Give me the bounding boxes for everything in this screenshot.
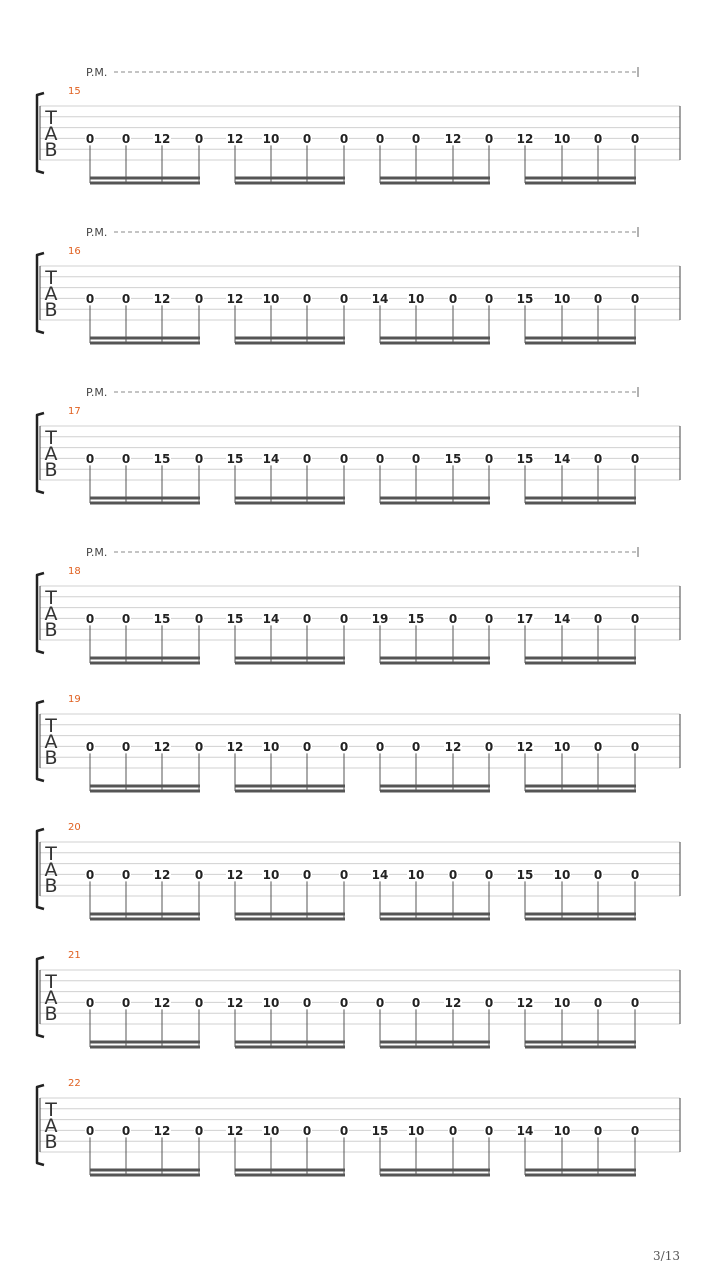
tab-clef-letter-t: T	[45, 715, 57, 737]
tab-clef-letter-a: A	[44, 1115, 58, 1137]
beam-primary	[380, 657, 490, 660]
fret-number: 0	[484, 867, 494, 882]
tab-clef-letter-b: B	[44, 299, 58, 321]
fret-number: 10	[262, 1123, 280, 1138]
fret-number: 10	[553, 291, 571, 306]
beam-secondary	[380, 790, 490, 793]
beam-secondary	[380, 662, 490, 665]
fret-number: 0	[630, 451, 640, 466]
fret-number: 0	[85, 131, 95, 146]
beam-primary	[380, 913, 490, 916]
beam-primary	[525, 1169, 636, 1172]
tab-clef-letter-a: A	[44, 443, 58, 465]
fret-number: 0	[85, 739, 95, 754]
fret-number: 12	[516, 131, 534, 146]
fret-number: 0	[339, 739, 349, 754]
fret-number: 12	[153, 867, 171, 882]
beam-primary	[90, 497, 200, 500]
fret-number: 0	[302, 1123, 312, 1138]
fret-number: 15	[407, 611, 425, 626]
fret-number: 0	[302, 995, 312, 1010]
fret-number: 0	[484, 131, 494, 146]
beam-secondary	[380, 502, 490, 505]
fret-number: 0	[194, 867, 204, 882]
palm-mute-label: P.M.	[86, 226, 108, 239]
tab-system-16	[37, 226, 680, 345]
fret-number: 0	[411, 451, 421, 466]
fret-number: 0	[85, 291, 95, 306]
beam-secondary	[235, 502, 345, 505]
fret-number: 0	[302, 611, 312, 626]
tab-clef-letter-b: B	[44, 747, 58, 769]
fret-number: 14	[553, 451, 571, 466]
tab-clef-letter-b: B	[44, 139, 58, 161]
fret-number: 0	[194, 1123, 204, 1138]
beam-secondary	[525, 342, 636, 345]
fret-number: 0	[194, 291, 204, 306]
fret-number: 0	[630, 1123, 640, 1138]
beam-secondary	[380, 342, 490, 345]
beam-primary	[235, 785, 345, 788]
fret-number: 0	[448, 291, 458, 306]
beam-secondary	[235, 790, 345, 793]
tab-system-19	[37, 694, 680, 793]
fret-number: 0	[484, 739, 494, 754]
fret-number: 10	[553, 131, 571, 146]
fret-number: 14	[262, 451, 280, 466]
fret-number: 15	[444, 451, 462, 466]
beam-primary	[235, 913, 345, 916]
fret-number: 19	[371, 611, 389, 626]
fret-number: 0	[339, 995, 349, 1010]
fret-number: 14	[371, 867, 389, 882]
fret-number: 17	[516, 611, 534, 626]
beam-secondary	[90, 1174, 200, 1177]
beam-secondary	[525, 182, 636, 185]
fret-number: 0	[339, 451, 349, 466]
measure-number: 21	[68, 950, 81, 961]
fret-number: 0	[121, 451, 131, 466]
fret-number: 0	[448, 867, 458, 882]
tab-clef-letter-a: A	[44, 603, 58, 625]
beam-primary	[380, 177, 490, 180]
tab-clef-letter-b: B	[44, 875, 58, 897]
beam-primary	[525, 1041, 636, 1044]
fret-number: 0	[302, 739, 312, 754]
fret-number: 0	[194, 995, 204, 1010]
fret-number: 0	[121, 131, 131, 146]
fret-number: 15	[516, 867, 534, 882]
fret-number: 0	[593, 611, 603, 626]
beam-secondary	[235, 1174, 345, 1177]
fret-number: 0	[121, 995, 131, 1010]
fret-number: 14	[516, 1123, 534, 1138]
fret-number: 10	[262, 995, 280, 1010]
beam-primary	[90, 657, 200, 660]
tab-system-20	[37, 822, 680, 921]
fret-number: 14	[553, 611, 571, 626]
fret-number: 12	[226, 867, 244, 882]
fret-number: 15	[153, 611, 171, 626]
fret-number: 0	[484, 995, 494, 1010]
beam-secondary	[90, 342, 200, 345]
tab-system-21	[37, 950, 680, 1049]
tab-clef-letter-t: T	[45, 587, 57, 609]
beam-primary	[235, 177, 345, 180]
fret-number: 0	[630, 131, 640, 146]
fret-number: 14	[262, 611, 280, 626]
beam-secondary	[525, 502, 636, 505]
fret-number: 0	[339, 131, 349, 146]
tab-clef-letter-b: B	[44, 619, 58, 641]
fret-number: 0	[593, 867, 603, 882]
fret-number: 0	[194, 451, 204, 466]
fret-number: 0	[375, 995, 385, 1010]
fret-number: 0	[121, 739, 131, 754]
measure-number: 16	[68, 246, 81, 257]
fret-number: 0	[121, 291, 131, 306]
fret-number: 0	[593, 451, 603, 466]
beam-secondary	[90, 662, 200, 665]
fret-number: 0	[448, 1123, 458, 1138]
fret-number: 0	[411, 995, 421, 1010]
tab-clef-letter-b: B	[44, 1131, 58, 1153]
beam-primary	[525, 657, 636, 660]
tab-clef-letter-t: T	[45, 843, 57, 865]
fret-number: 0	[630, 611, 640, 626]
beam-primary	[525, 497, 636, 500]
tab-system-15	[37, 66, 680, 185]
fret-number: 0	[302, 867, 312, 882]
fret-number: 0	[593, 995, 603, 1010]
fret-number: 12	[226, 291, 244, 306]
beam-secondary	[235, 342, 345, 345]
fret-number: 12	[226, 995, 244, 1010]
beam-secondary	[380, 1046, 490, 1049]
fret-number: 0	[375, 131, 385, 146]
fret-number: 0	[302, 451, 312, 466]
fret-number: 12	[444, 739, 462, 754]
tab-clef-letter-a: A	[44, 987, 58, 1009]
fret-number: 12	[153, 995, 171, 1010]
fret-number: 12	[153, 739, 171, 754]
fret-number: 0	[630, 739, 640, 754]
fret-number: 10	[407, 291, 425, 306]
tab-clef-letter-t: T	[45, 1099, 57, 1121]
tab-system-17	[37, 386, 680, 505]
fret-number: 12	[153, 131, 171, 146]
fret-number: 0	[630, 867, 640, 882]
fret-number: 10	[262, 739, 280, 754]
tab-clef-letter-b: B	[44, 459, 58, 481]
fret-number: 0	[85, 451, 95, 466]
fret-number: 12	[226, 1123, 244, 1138]
beam-secondary	[90, 1046, 200, 1049]
fret-number: 12	[153, 1123, 171, 1138]
fret-number: 0	[85, 867, 95, 882]
fret-number: 0	[85, 1123, 95, 1138]
tab-clef-letter-t: T	[45, 107, 57, 129]
measure-number: 19	[68, 694, 81, 705]
beam-primary	[380, 1041, 490, 1044]
fret-number: 0	[593, 1123, 603, 1138]
beam-secondary	[525, 790, 636, 793]
fret-number: 0	[411, 131, 421, 146]
fret-number: 0	[630, 995, 640, 1010]
beam-primary	[235, 1041, 345, 1044]
fret-number: 10	[262, 131, 280, 146]
fret-number: 15	[516, 291, 534, 306]
fret-number: 0	[121, 1123, 131, 1138]
beam-primary	[525, 177, 636, 180]
fret-number: 12	[516, 739, 534, 754]
beam-secondary	[525, 918, 636, 921]
tab-clef-letter-a: A	[44, 859, 58, 881]
fret-number: 10	[262, 867, 280, 882]
palm-mute-label: P.M.	[86, 546, 108, 559]
fret-number: 0	[484, 451, 494, 466]
beam-primary	[90, 337, 200, 340]
beam-secondary	[380, 1174, 490, 1177]
fret-number: 0	[411, 739, 421, 754]
fret-number: 10	[553, 739, 571, 754]
fret-number: 10	[553, 995, 571, 1010]
fret-number: 0	[630, 291, 640, 306]
fret-number: 10	[407, 1123, 425, 1138]
beam-secondary	[525, 1174, 636, 1177]
measure-number: 18	[68, 566, 81, 577]
fret-number: 0	[339, 867, 349, 882]
fret-number: 15	[516, 451, 534, 466]
tab-clef-letter-t: T	[45, 427, 57, 449]
fret-number: 0	[375, 739, 385, 754]
fret-number: 0	[593, 739, 603, 754]
fret-number: 12	[444, 995, 462, 1010]
fret-number: 0	[448, 611, 458, 626]
fret-number: 0	[194, 739, 204, 754]
fret-number: 12	[516, 995, 534, 1010]
fret-number: 12	[153, 291, 171, 306]
measure-number: 17	[68, 406, 81, 417]
beam-primary	[90, 1041, 200, 1044]
beam-primary	[235, 1169, 345, 1172]
fret-number: 0	[339, 611, 349, 626]
tab-system-22	[37, 1078, 680, 1177]
beam-primary	[90, 177, 200, 180]
fret-number: 0	[194, 131, 204, 146]
palm-mute-label: P.M.	[86, 66, 108, 79]
beam-primary	[90, 785, 200, 788]
fret-number: 15	[226, 611, 244, 626]
fret-number: 0	[593, 131, 603, 146]
fret-number: 10	[553, 867, 571, 882]
tab-clef-letter-t: T	[45, 971, 57, 993]
beam-secondary	[235, 182, 345, 185]
beam-primary	[380, 497, 490, 500]
beam-secondary	[235, 662, 345, 665]
fret-number: 0	[85, 995, 95, 1010]
tab-clef-letter-a: A	[44, 123, 58, 145]
tab-clef-letter-a: A	[44, 283, 58, 305]
fret-number: 0	[194, 611, 204, 626]
measure-number: 15	[68, 86, 81, 97]
beam-primary	[235, 337, 345, 340]
beam-secondary	[235, 918, 345, 921]
palm-mute-label: P.M.	[86, 386, 108, 399]
fret-number: 0	[339, 1123, 349, 1138]
fret-number: 0	[484, 611, 494, 626]
beam-secondary	[525, 1046, 636, 1049]
fret-number: 0	[121, 867, 131, 882]
fret-number: 0	[375, 451, 385, 466]
fret-number: 15	[371, 1123, 389, 1138]
fret-number: 10	[553, 1123, 571, 1138]
fret-number: 0	[85, 611, 95, 626]
beam-primary	[380, 337, 490, 340]
measure-number: 20	[68, 822, 81, 833]
fret-number: 10	[262, 291, 280, 306]
beam-secondary	[380, 918, 490, 921]
fret-number: 10	[407, 867, 425, 882]
beam-primary	[380, 785, 490, 788]
page-number: 3/13	[653, 1249, 680, 1263]
tab-system-18	[37, 546, 680, 665]
beam-primary	[525, 785, 636, 788]
tab-clef-letter-b: B	[44, 1003, 58, 1025]
beam-secondary	[90, 502, 200, 505]
fret-number: 0	[484, 291, 494, 306]
fret-number: 0	[339, 291, 349, 306]
tab-clef-letter-a: A	[44, 731, 58, 753]
beam-primary	[525, 913, 636, 916]
beam-primary	[525, 337, 636, 340]
fret-number: 0	[484, 1123, 494, 1138]
fret-number: 12	[226, 739, 244, 754]
beam-primary	[380, 1169, 490, 1172]
fret-number: 15	[153, 451, 171, 466]
fret-number: 0	[121, 611, 131, 626]
fret-number: 12	[444, 131, 462, 146]
beam-secondary	[525, 662, 636, 665]
beam-primary	[90, 913, 200, 916]
fret-number: 12	[226, 131, 244, 146]
beam-secondary	[90, 790, 200, 793]
fret-number: 0	[302, 131, 312, 146]
fret-number: 0	[302, 291, 312, 306]
measure-number: 22	[68, 1078, 81, 1089]
beam-primary	[235, 497, 345, 500]
fret-number: 0	[593, 291, 603, 306]
beam-primary	[235, 657, 345, 660]
fret-number: 15	[226, 451, 244, 466]
beam-secondary	[235, 1046, 345, 1049]
beam-primary	[90, 1169, 200, 1172]
fret-number: 14	[371, 291, 389, 306]
tab-clef-letter-t: T	[45, 267, 57, 289]
beam-secondary	[380, 182, 490, 185]
beam-secondary	[90, 182, 200, 185]
beam-secondary	[90, 918, 200, 921]
